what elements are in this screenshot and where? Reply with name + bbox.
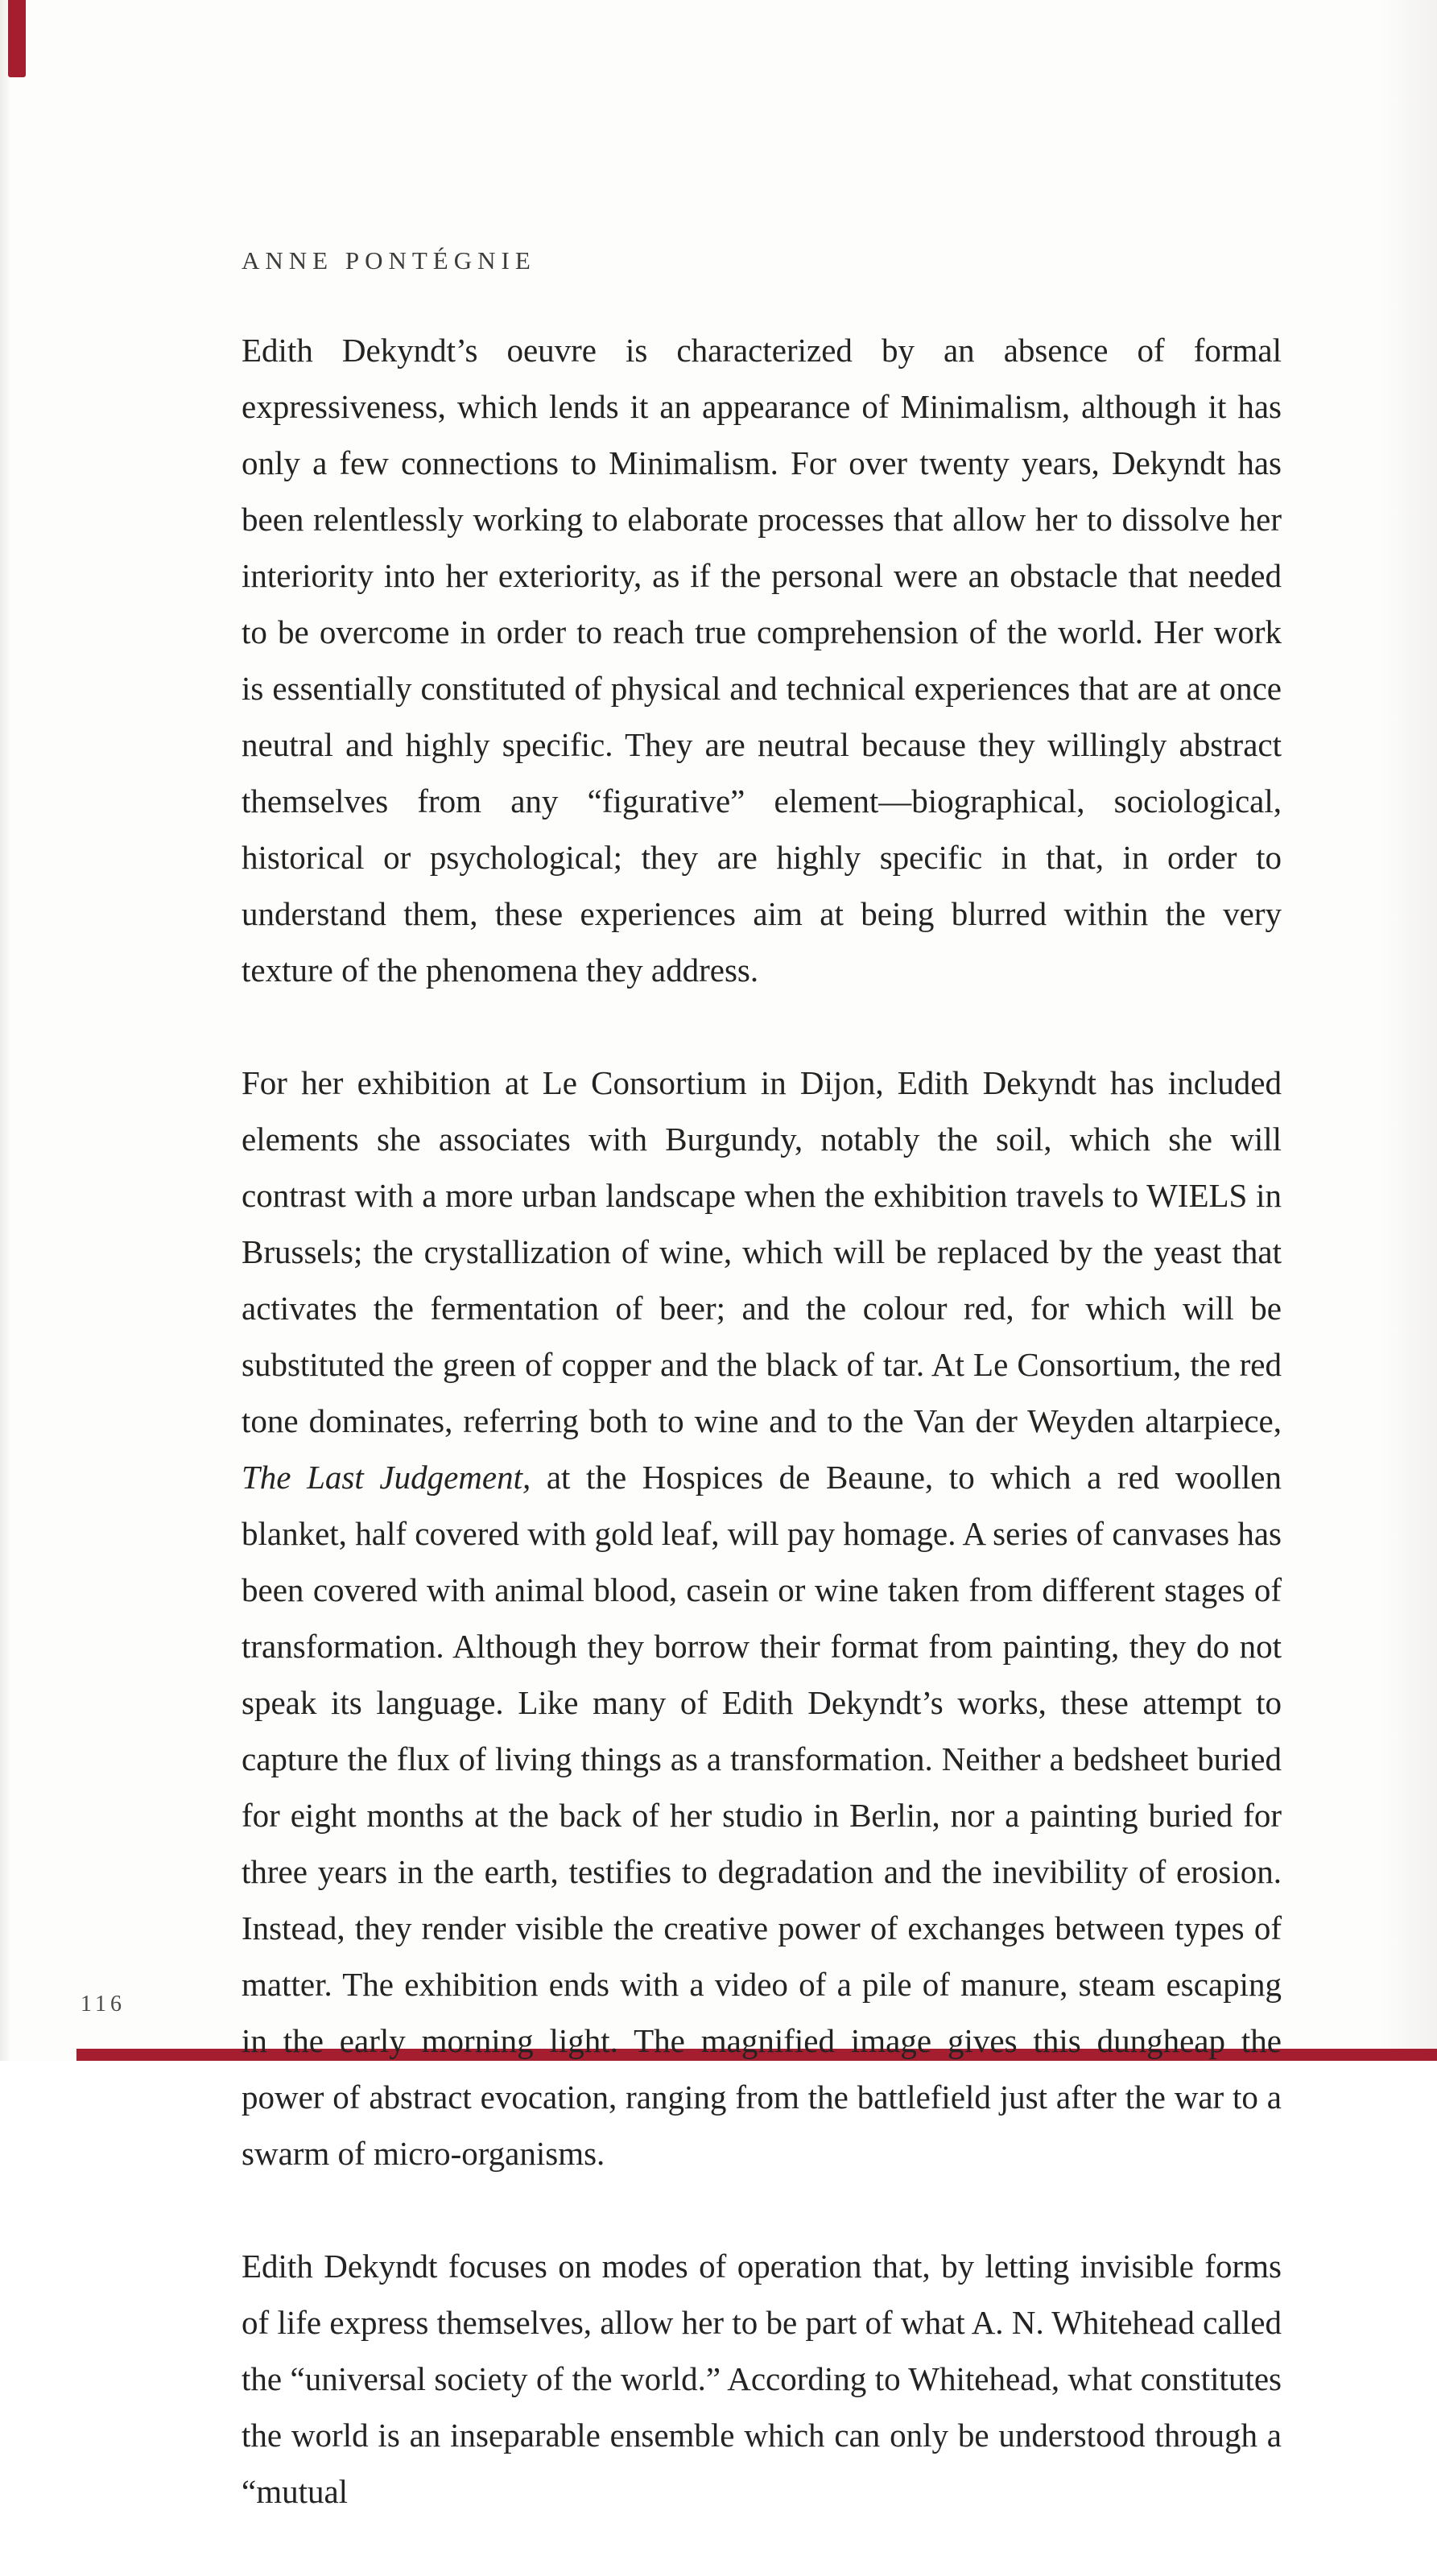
author-byline: ANNE PONTÉGNIE xyxy=(242,246,536,275)
paragraph-text: at the Hospices de Beaune, to which a red woollen blanket, half covered with gold leaf, will pay homage. A series of canvases has been covered with animal blood, casein or wine taken from different stages of transformation. Although they borrow their format from painting, they do not speak its language. Like many of Edith Dekyndt’s works, these attempt to capture the flux of living things as a transformation. Neither a bedsheet buried for eight months at the back of her studio in Berlin, nor a painting buried for three years in the earth, testifies to degradation and the inevibility of erosion. Instead, they render visible the creative power of exchanges between types of matter. The exhibition ends with a video of a pile of manure, steam escaping in the early morning light. The magnified image gives this dungheap the power of abstract evocation, ranging from the battlefield just after the war to a swarm of micro-organisms. xyxy=(242,1459,1282,2172)
scan-edge-left xyxy=(0,0,11,2061)
scan-edge-right xyxy=(1381,0,1437,2061)
paragraph-text: Edith Dekyndt focuses on modes of operation that, by letting invisible forms of life express themselves, allow her to be part of what A. N. Whitehead called the “universal society of the world.” According to Whitehead, what constitutes the world is an inseparable ensemble which can only be understood through a “mutual xyxy=(242,2248,1282,2510)
paragraph-text: For her exhibition at Le Consortium in Dijon, Edith Dekyndt has included elements she associates with Burgundy, notably the soil, which she will contrast with a more urban landscape when the exhibition travels to WIELS in Brussels; the crystallization of wine, which will be replaced by the yeast that activates the fermentation of beer; and the colour red, for which will be substituted the green of copper and the black of tar. At Le Consortium, the red tone dominates, referring both to wine and to the Van der Weyden altarpiece, xyxy=(242,1064,1282,1439)
paragraph xyxy=(242,322,1282,998)
book-edge-top-left xyxy=(8,0,26,77)
artwork-title: The Last Judgement, xyxy=(242,1459,531,1496)
page-number: 116 xyxy=(81,1992,126,2017)
article-body xyxy=(242,322,1282,2576)
paragraph xyxy=(242,2238,1282,2520)
paragraph-text: Edith Dekyndt’s oeuvre is characterized by an absence of formal expressiveness, which lends it an appearance of Minimalism, although it has only a few connections to Minimalism. For over twenty years, Dekyndt has been relentlessly working to elaborate processes that allow her to dissolve her interiority into her exteriority, as if the personal were an obstacle that needed to be overcome in order to reach true comprehension of the world. Her work is essentially constituted of physical and technical experiences that are at once neutral and highly specific. They are neutral because they willingly abstract themselves from any “figurative” element—biographical, sociological, historical or psychological; they are highly specific in that, in order to understand them, these experiences aim at being blurred within the very texture of the phenomena they address. xyxy=(242,332,1282,989)
paragraph xyxy=(242,1055,1282,2182)
